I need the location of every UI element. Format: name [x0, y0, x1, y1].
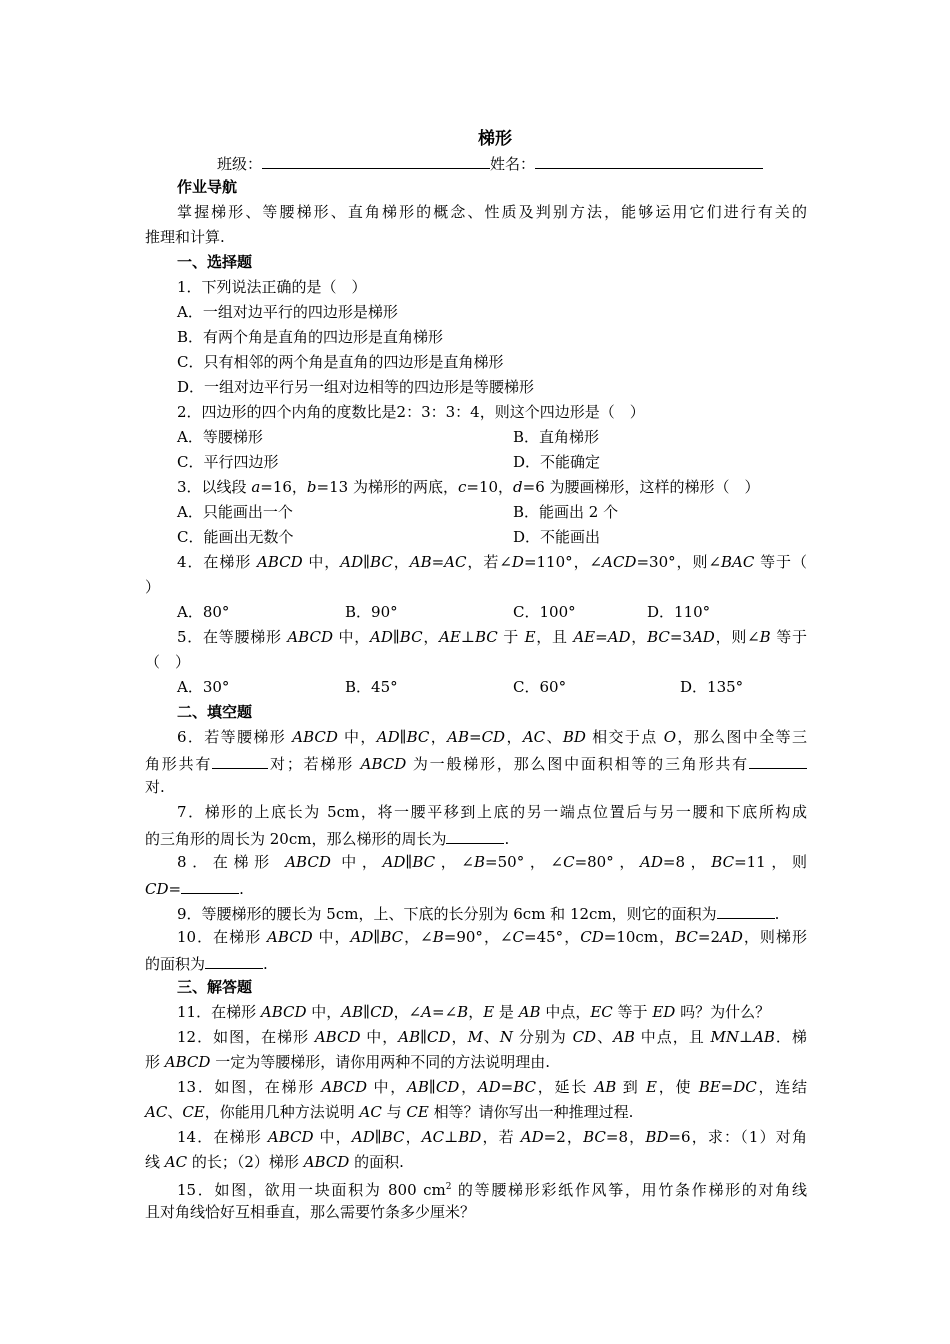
q5-options: [177, 675, 807, 699]
question-8-cont: CD= .: [145, 875, 807, 901]
q3-options-row2: [177, 525, 807, 549]
question-1: 1．下列说法正确的是（ ）: [177, 278, 367, 296]
q4-option-b: B．90°: [345, 603, 398, 621]
q2-option-d: D．不能确定: [513, 453, 601, 471]
question-4-cont: ）: [145, 578, 161, 596]
section-heading-answer: 三、解答题: [177, 978, 253, 996]
q4-option-d: D．110°: [647, 603, 711, 621]
q2-option-b: B．直角梯形: [513, 428, 600, 446]
q5-option-a: A．30°: [177, 678, 230, 696]
page-title: 梯形: [478, 129, 512, 149]
class-blank[interactable]: [262, 150, 490, 169]
q1-option-b: B．有两个角是直角的四边形是直角梯形: [177, 328, 444, 346]
q3-option-b: B．能画出 2 个: [513, 503, 619, 521]
q1-option-a: A．一组对边平行的四边形是梯形: [177, 303, 398, 321]
name-label: 姓名：: [490, 155, 536, 173]
q9-blank[interactable]: [717, 900, 775, 919]
question-10: 10．在梯形 ABCD 中，AD∥BC，∠B=90°，∠C=45°，CD=10cm，BC=2AD，则梯形: [177, 928, 807, 946]
question-12-cont: 形 ABCD 一定为等腰梯形，请你用两种不同的方法说明理由.: [145, 1053, 550, 1071]
q3-option-c: C．能画出无数个: [177, 528, 294, 546]
guide-text-cont: 推理和计算.: [145, 228, 225, 246]
q5-option-d: D．135°: [680, 678, 744, 696]
question-6-cont: 角形共有 对；若梯形 ABCD 为一般梯形，那么图中面积相等的三角形共有: [145, 750, 807, 776]
question-4: 4．在梯形 ABCD 中，AD∥BC，AB=AC，若∠D=110°，∠ACD=30°，则∠BAC 等于（: [177, 553, 807, 571]
guide-heading: 作业导航: [177, 178, 238, 196]
question-7-cont: 的三角形的周长为 20cm，那么梯形的周长为 .: [145, 825, 807, 851]
q7-blank[interactable]: [446, 825, 504, 844]
q6-blank-2[interactable]: [749, 750, 807, 769]
q1-option-c: C．只有相邻的两个角是直角的四边形是直角梯形: [177, 353, 504, 371]
question-13: 13．如图，在梯形 ABCD 中，AB∥CD，AD=BC，延长 AB 到 E，使 BE=DC，连结: [177, 1078, 807, 1096]
q1-option-d: D．一组对边平行另一组对边相等的四边形是等腰梯形: [177, 378, 535, 396]
question-7: 7．梯形的上底长为 5cm，将一腰平移到上底的另一端点位置后与另一腰和下底所构成: [177, 803, 807, 821]
q2-option-c: C．平行四边形: [177, 453, 279, 471]
question-5: 5．在等腰梯形 ABCD 中，AD∥BC，AE⊥BC 于 E，且 AE=AD，BC=3AD，则∠B 等于: [177, 628, 807, 646]
question-3: 3．以线段 a=16，b=13 为梯形的两底，c=10，d=6 为腰画梯形，这样的梯形（ ）: [177, 478, 760, 496]
q4-option-a: A．80°: [177, 603, 230, 621]
section-heading-fill: 二、填空题: [177, 703, 253, 721]
question-6-end: 对.: [145, 778, 165, 796]
class-name-line: [217, 150, 879, 176]
class-label: 班级：: [217, 155, 263, 173]
question-14: 14．在梯形 ABCD 中，AD∥BC，AC⊥BD，若 AD=2，BC=8，BD=6，求：（1）对角: [177, 1128, 807, 1146]
question-2: 2．四边形的四个内角的度数比是2：3：3：4，则这个四边形是（ ）: [177, 403, 645, 421]
question-8: 8．在梯形 ABCD 中，AD∥BC，∠B=50°，∠C=80°，AD=8，BC=11，则: [177, 853, 808, 871]
question-6: 6．若等腰梯形 ABCD 中，AD∥BC，AB=CD，AC、BD 相交于点 O，那么图中全等三: [177, 728, 807, 746]
q2-options-row1: [177, 425, 807, 449]
q3-option-d: D．不能画出: [513, 528, 601, 546]
q4-options: [177, 600, 807, 624]
q8-blank[interactable]: [181, 875, 239, 894]
question-11: 11．在梯形 ABCD 中，AB∥CD，∠A=∠B，E 是 AB 中点，EC 等于 ED 吗？为什么？: [177, 1003, 771, 1021]
q2-option-a: A．等腰梯形: [177, 428, 263, 446]
question-15: 15．如图，欲用一块面积为 800 $cm^2$ 的等腰梯形彩纸作风筝，用竹条作梯形的对角线: [177, 1181, 807, 1199]
question-13-cont: AC、CE，你能用几种方法说明 AC 与 CE 相等？请你写出一种推理过程.: [145, 1103, 634, 1121]
question-15-cont: 且对角线恰好互相垂直，那么需要竹条多少厘米？: [145, 1203, 476, 1221]
q4-option-c: C．100°: [513, 603, 576, 621]
q5-option-c: C．60°: [513, 678, 567, 696]
section-heading-choice: 一、选择题: [177, 253, 253, 271]
guide-text: 掌握梯形、等腰梯形、直角梯形的概念、性质及判别方法，能够运用它们进行有关的: [177, 203, 807, 221]
q5-option-b: B．45°: [345, 678, 398, 696]
question-14-cont: 线 AC 的长；（2）梯形 ABCD 的面积.: [145, 1153, 404, 1171]
name-blank[interactable]: [535, 150, 763, 169]
q3-option-a: A．只能画出一个: [177, 503, 293, 521]
q6-blank-1[interactable]: [212, 750, 268, 769]
question-9: 9．等腰梯形的腰长为 5cm，上、下底的长分别为 6cm 和 12cm，则它的面积为 .: [177, 900, 807, 926]
question-10-cont: 的面积为 .: [145, 950, 807, 976]
q2-options-row2: [177, 450, 807, 474]
question-12: 12．如图，在梯形 ABCD 中，AB∥CD，M、N 分别为 CD、AB 中点，且 MN⊥AB．梯: [177, 1028, 807, 1046]
question-5-cont: （ ）: [145, 653, 191, 671]
q10-blank[interactable]: [205, 950, 263, 969]
q3-options-row1: [177, 500, 807, 524]
